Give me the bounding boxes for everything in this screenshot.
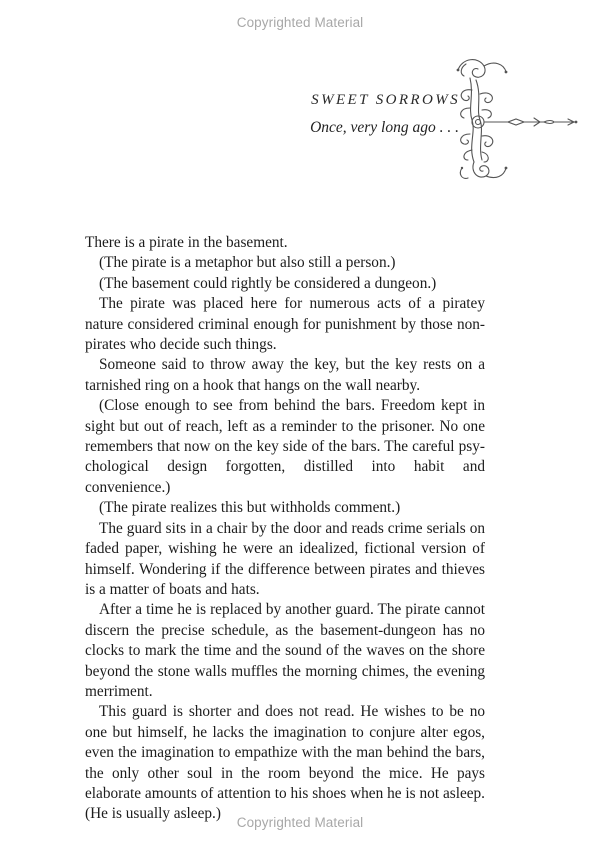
filigree-flourish-icon [448, 50, 588, 190]
paragraph: (Close enough to see from behind the bars. Freedom kept in sight but out of reach, left as a reminder to the prisoner. No one remembers that now on the key side of the bars. The careful psychological design forgotten, distilled into habit and convenience.) [85, 397, 485, 496]
paragraph: (The basement could rightly be considered a dungeon.) [99, 274, 437, 292]
chapter-title: SWEET SORROWS [311, 92, 460, 108]
chapter-body [85, 233, 485, 825]
copyright-watermark-bottom: Copyrighted Material [236, 815, 364, 830]
paragraph: The guard sits in a chair by the door and reads crime serials on faded paper, wishing he were an idealized, fictional version of himself. Wondering if the difference between pirates and thieves is a matter of boats and hats. [85, 519, 485, 598]
paragraph: Someone said to throw away the key, but the key rests on a tarnished ring on a hook that hangs on the wall nearby. [85, 356, 485, 394]
paragraph: After a time he is replaced by another guard. The pirate cannot discern the precise schedule, as the basement-dungeon has no clocks to mark the time and the sound of the waves on the shore beyond the stone walls muffles the morning chimes, the evening merriment. [85, 601, 485, 700]
paragraph: (The pirate realizes this but withholds comment.) [99, 499, 401, 517]
paragraph: The pirate was placed here for numerous acts of a piratey nature considered criminal enough for punishment by those non-pirates who decide such things. [85, 295, 485, 354]
chapter-subtitle: Once, very long ago . . . [310, 119, 459, 136]
paragraph: There is a pirate in the basement. [85, 234, 288, 251]
paragraph: (The pirate is a metaphor but also still a person.) [99, 254, 396, 272]
copyright-watermark-top: Copyrighted Material [236, 15, 364, 30]
paragraph: This guard is shorter and does not read. He wishes to be no one but himself, he lacks the imagination to conjure alter egos, even the imagination to empathize with the man behind the bars, the only other soul in the room beyond the mice. He pays elaborate amounts of attention to his shoes when he is not asleep. (He is usually asleep.) [85, 703, 485, 823]
